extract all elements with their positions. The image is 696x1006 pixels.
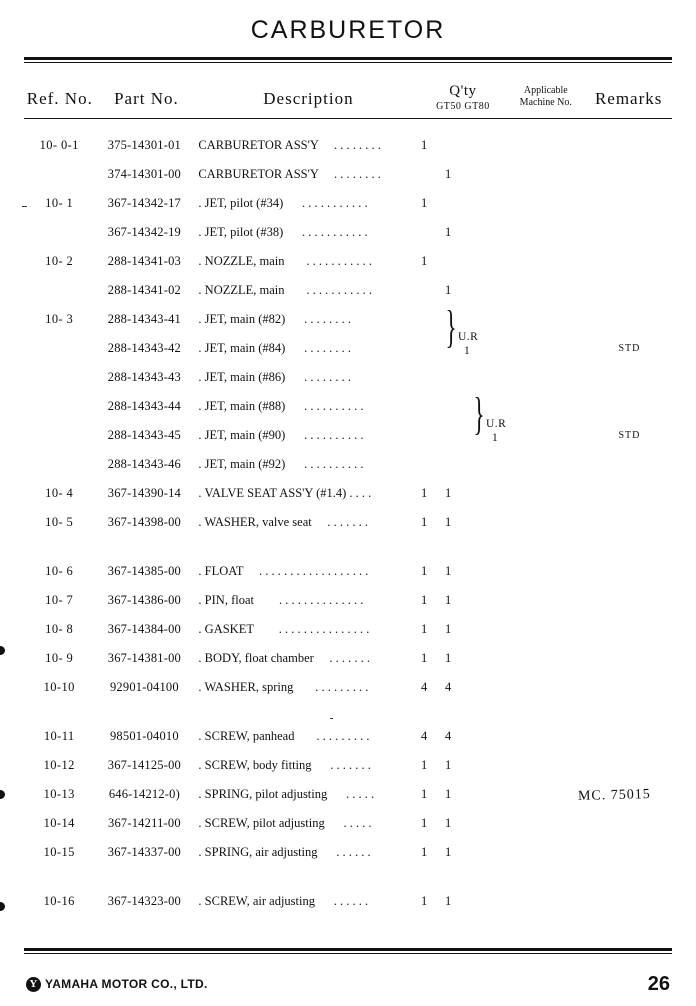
cell-qty: [417, 167, 509, 182]
cell-description: . BODY, float chamber . . . . . . .: [198, 651, 371, 665]
cell-ref-no: 10-10: [43, 680, 75, 694]
header-qty-label: Q'ty: [449, 83, 477, 100]
cell-description: . JET, pilot (#38) . . . . . . . . . . .: [198, 225, 368, 239]
footer-rule-thin: [24, 953, 672, 954]
cell-qty-gt50: 1: [421, 758, 428, 772]
cell-part-no: 367-14385-00: [107, 564, 182, 578]
brace-group-1: [444, 301, 504, 380]
table-row: [24, 160, 672, 189]
cell-description: . FLOAT . . . . . . . . . . . . . . . . . .: [198, 564, 369, 578]
cell-part-no: 367-14384-00: [107, 622, 182, 636]
cell-qty-gt50: 1: [421, 787, 428, 801]
cell-qty: [417, 680, 509, 695]
table-row: [24, 450, 672, 479]
cell-qty: [417, 622, 509, 637]
cell-description: . JET, main (#92) . . . . . . . . . .: [198, 457, 364, 471]
cell-qty-gt80: 4: [445, 680, 452, 694]
cell-part-no: 288-14343-44: [107, 399, 182, 413]
brace-qty: 1: [492, 432, 498, 444]
cell-qty-gt80: 1: [445, 845, 452, 859]
cell-qty-gt80: 1: [445, 787, 452, 801]
cell-description: . JET, main (#88) . . . . . . . . . .: [198, 399, 364, 413]
cell-qty: [417, 196, 509, 211]
cell-description: CARBURETOR ASS'Y . . . . . . . .: [198, 138, 381, 152]
cell-remarks: STD: [618, 343, 641, 354]
cell-qty-gt80: [445, 254, 469, 269]
cell-part-no: 367-14211-00: [108, 816, 181, 830]
cell-qty-gt80: 1: [445, 816, 452, 830]
table-row: [24, 673, 672, 702]
cell-ref-no: 10- 3: [45, 312, 74, 326]
table-row: [24, 218, 672, 247]
cell-qty-gt80: [445, 196, 469, 211]
cell-qty-gt80: 1: [445, 167, 452, 181]
cell-qty-gt50: [417, 167, 445, 182]
table-row: [24, 722, 672, 751]
cell-description: . NOZZLE, main . . . . . . . . . . .: [198, 283, 373, 297]
cell-qty: [417, 486, 509, 501]
cell-qty: [417, 593, 509, 608]
cell-part-no: 288-14343-46: [107, 457, 182, 471]
cell-description: . PIN, float . . . . . . . . . . . . . .: [198, 593, 364, 607]
cell-qty-gt80: 1: [445, 651, 452, 665]
header-applicable: [506, 85, 585, 115]
cell-qty-gt80: 1: [445, 486, 452, 500]
page-footer: [0, 962, 696, 1006]
cell-qty-gt50: 1: [421, 254, 428, 268]
cell-part-no: 288-14341-02: [107, 283, 182, 297]
cell-qty: [417, 845, 509, 860]
cell-qty-gt50: 1: [421, 651, 428, 665]
cell-ref-no: 10-13: [43, 787, 75, 801]
page-number: 26: [647, 972, 670, 995]
cell-ref-no: 10-14: [43, 816, 75, 830]
cell-description: . JET, pilot (#34) . . . . . . . . . . .: [198, 196, 368, 210]
cell-ref-no: 10-16: [43, 894, 75, 908]
cell-qty-gt50: 4: [421, 680, 428, 694]
cell-remarks: STD: [618, 430, 641, 441]
cell-ref-no: 10-12: [43, 758, 75, 772]
cell-description: CARBURETOR ASS'Y . . . . . . . .: [198, 167, 381, 181]
footer-rules: [24, 944, 672, 954]
table-row: [24, 247, 672, 276]
cell-description: . JET, main (#84) . . . . . . . .: [198, 341, 351, 355]
table-row: [24, 557, 672, 586]
table-row: [24, 392, 672, 421]
cell-qty-gt80: 1: [445, 283, 452, 297]
table-row: [24, 305, 672, 334]
brace-group-2: [472, 388, 532, 467]
table-row: [24, 751, 672, 780]
cell-description: . VALVE SEAT ASS'Y (#1.4) . . . .: [198, 486, 372, 500]
table-row: [24, 586, 672, 615]
cell-qty-gt80: 4: [445, 729, 452, 743]
header-ref-no: Ref. No.: [26, 89, 93, 108]
cell-ref-no: 10- 5: [45, 515, 74, 529]
cell-part-no: 367-14398-00: [107, 515, 182, 529]
cell-description: . SCREW, air adjusting . . . . . .: [198, 894, 369, 908]
cell-part-no: 367-14337-00: [107, 845, 182, 859]
edge-artifact: [0, 646, 5, 655]
cell-qty: [417, 758, 509, 773]
cell-part-no: 367-14323-00: [107, 894, 182, 908]
header-qty: [420, 83, 507, 115]
cell-part-no: 367-14386-00: [107, 593, 182, 607]
cell-qty-gt50: 1: [421, 845, 428, 859]
table-row: [24, 418, 672, 450]
cell-description: . SCREW, body fitting . . . . . . .: [198, 758, 371, 772]
cell-qty-gt50: 1: [421, 515, 428, 529]
cell-qty-gt50: 1: [421, 816, 428, 830]
cell-qty: [417, 283, 509, 298]
cell-qty: [417, 894, 509, 909]
cell-part-no: 288-14343-43: [107, 370, 182, 384]
cell-ref-no: 10-15: [43, 845, 75, 859]
handwritten-note: MC. 75015: [577, 787, 651, 804]
cell-part-no: 367-14381-00: [107, 651, 182, 665]
cell-part-no: 646-14212-0): [108, 787, 180, 801]
cell-description: . WASHER, spring . . . . . . . . .: [198, 680, 369, 694]
table-row: [24, 615, 672, 644]
edge-artifact: [0, 790, 5, 799]
header-part-no: Part No.: [114, 89, 179, 108]
cell-qty-gt80: 1: [445, 758, 452, 772]
cell-ref-no: 10-11: [43, 729, 75, 743]
header-applicable-line1: Applicable: [523, 85, 568, 96]
cell-ref-no: 10- 9: [45, 651, 74, 665]
brand-logo: [26, 977, 208, 992]
cell-description: . JET, main (#90) . . . . . . . . . .: [198, 428, 364, 442]
cell-qty-gt80: 1: [445, 225, 452, 239]
cell-ref-no: 10- 8: [45, 622, 74, 636]
table-row: [24, 479, 672, 508]
cell-ref-no: 10- 1: [45, 196, 74, 210]
cell-description: . JET, main (#82) . . . . . . . .: [198, 312, 351, 326]
table-row: [24, 331, 672, 363]
cell-description: . SPRING, air adjusting . . . . . .: [198, 845, 371, 859]
page-title: CARBURETOR: [250, 16, 446, 44]
header-remarks: Remarks: [594, 89, 663, 108]
cell-qty: [417, 515, 509, 530]
header-top-rule-thick: [24, 57, 672, 60]
edge-tick: [22, 206, 27, 207]
cell-qty: [417, 225, 509, 240]
cell-qty-gt80: 1: [445, 622, 452, 636]
cell-qty-gt50: 1: [421, 486, 428, 500]
brace-symbol: }: [445, 301, 457, 352]
cell-qty: [417, 651, 509, 666]
cell-qty-gt80: [445, 138, 469, 153]
cell-description: . NOZZLE, main . . . . . . . . . . .: [198, 254, 373, 268]
cell-qty-gt80: 1: [445, 593, 452, 607]
brace-label: U.R: [486, 418, 507, 430]
cell-part-no: 98501-04010: [109, 729, 179, 743]
cell-qty-gt50: 1: [421, 593, 428, 607]
footer-rule-thick: [24, 948, 672, 951]
table-row: [24, 131, 672, 160]
cell-part-no: 92901-04100: [109, 680, 179, 694]
cell-qty: [417, 787, 509, 802]
cell-qty-gt50: 1: [421, 138, 428, 152]
brace-label: U.R: [458, 331, 479, 343]
table-row: [24, 276, 672, 305]
cell-qty-gt50: 1: [421, 564, 428, 578]
cell-qty-gt50: [417, 225, 445, 240]
table-row: [24, 780, 672, 809]
cell-qty-gt50: 1: [421, 894, 428, 908]
table-header-row: [24, 63, 672, 118]
table-body: [24, 119, 672, 916]
cell-part-no: 288-14343-41: [107, 312, 182, 326]
cell-description: . JET, main (#86) . . . . . . . .: [198, 370, 351, 384]
cell-part-no: 375-14301-01: [107, 138, 182, 152]
cell-ref-no: 10- 4: [45, 486, 74, 500]
cell-qty-gt80: 1: [445, 515, 452, 529]
cell-part-no: 288-14343-42: [107, 341, 182, 355]
cell-part-no: 367-14342-17: [107, 196, 182, 210]
cell-ref-no: 10- 2: [45, 254, 74, 268]
cell-qty: [417, 816, 509, 831]
cell-description: . GASKET . . . . . . . . . . . . . . .: [198, 622, 370, 636]
cell-ref-no: 10- 7: [45, 593, 74, 607]
cell-description: . WASHER, valve seat . . . . . . .: [198, 515, 368, 529]
cell-qty-gt50: [417, 283, 445, 298]
cell-part-no: 367-14125-00: [107, 758, 182, 772]
header-qty-models: GT50 GT80: [436, 100, 490, 112]
cell-part-no: 288-14343-45: [107, 428, 182, 442]
cell-qty: [417, 254, 509, 269]
brace-symbol: }: [473, 388, 485, 439]
edge-artifact: [0, 902, 5, 911]
cell-qty: [417, 564, 509, 579]
cell-ref-no: 10- 0-1: [39, 138, 79, 152]
cell-qty-gt80: 1: [445, 564, 452, 578]
cell-ref-no: 10- 6: [45, 564, 74, 578]
cell-description: . SCREW, pilot adjusting . . . . .: [198, 816, 372, 830]
table-row: [24, 644, 672, 673]
table-row: [24, 809, 672, 838]
brace-qty: 1: [464, 345, 470, 357]
table-row: [24, 838, 672, 867]
cell-qty: [417, 729, 509, 744]
table-row: [24, 363, 672, 392]
brand-name: YAMAHA MOTOR CO., LTD.: [45, 977, 208, 991]
header-description: Description: [263, 89, 354, 108]
table-row: [24, 887, 672, 916]
header-applicable-line2: Machine No.: [519, 97, 572, 108]
cell-qty-gt50: 1: [421, 622, 428, 636]
yamaha-tuning-fork-icon: Y: [26, 977, 41, 992]
cell-qty-gt80: 1: [445, 894, 452, 908]
cell-part-no: 288-14341-03: [107, 254, 182, 268]
cell-part-no: 367-14342-19: [107, 225, 182, 239]
cell-qty: [417, 138, 509, 153]
edge-tick: [330, 718, 333, 719]
cell-qty-gt50: 1: [421, 196, 428, 210]
table-row: [24, 508, 672, 537]
cell-part-no: 374-14301-00: [107, 167, 182, 181]
cell-part-no: 367-14390-14: [107, 486, 182, 500]
table-row: [24, 189, 672, 218]
cell-qty-gt50: 4: [421, 729, 428, 743]
cell-description: . SCREW, panhead . . . . . . . . .: [198, 729, 370, 743]
cell-description: . SPRING, pilot adjusting . . . . .: [198, 787, 375, 801]
